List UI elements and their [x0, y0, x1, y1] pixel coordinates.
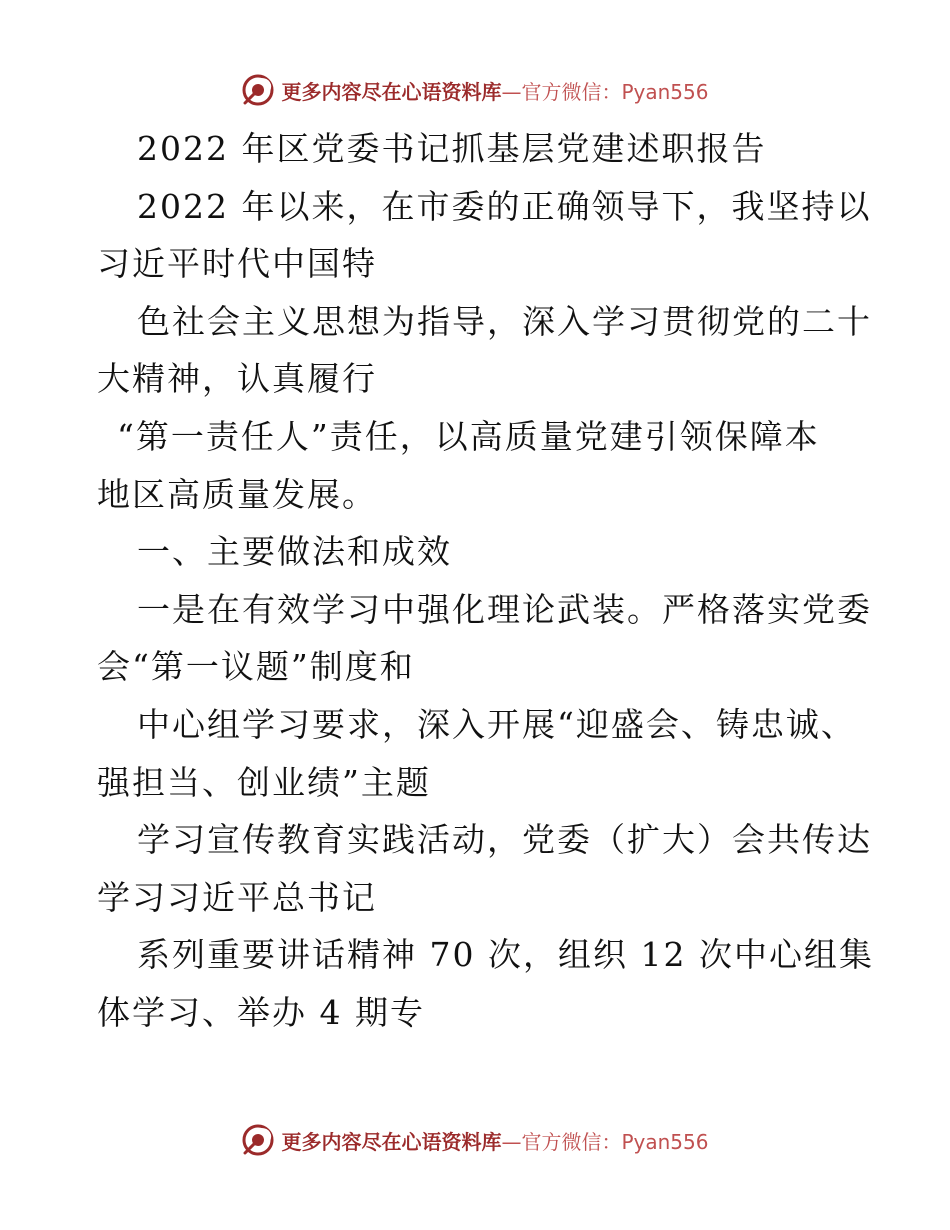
footer-watermark	[0, 1120, 950, 1160]
paragraph-line: 中心组学习要求，深入开展“迎盛会、铸忠诚、	[137, 704, 856, 744]
watermark-contact: —官方微信：Pyan556	[501, 1129, 709, 1154]
paragraph-line: 体学习、举办 4 期专	[97, 992, 425, 1032]
paragraph-line: 会“第一议题”制度和	[97, 647, 415, 687]
watermark-contact: —官方微信：Pyan556	[501, 79, 709, 104]
watermark-text	[281, 76, 708, 105]
paragraph-line: 学习习近平总书记	[97, 877, 377, 917]
paragraph-line: 一是在有效学习中强化理论武装。严格落实党委	[137, 589, 872, 629]
paragraph-line: 大精神，认真履行	[97, 359, 377, 399]
header-watermark	[0, 70, 950, 110]
paragraph-line: 强担当、创业绩”主题	[97, 762, 431, 802]
watermark-brand: 更多内容尽在心语资料库	[281, 1129, 502, 1154]
document-body	[97, 120, 874, 1042]
watermark-group	[241, 73, 708, 107]
paragraph-line: 学习宣传教育实践活动，党委（扩大）会共传达	[137, 820, 872, 860]
quill-logo-icon	[241, 1123, 275, 1157]
paragraph-line: 系列重要讲话精神 70 次，组织 12 次中心组集	[137, 935, 874, 975]
watermark-group	[241, 1123, 708, 1157]
paragraph-line: 2022 年以来，在市委的正确领导下，我坚持以	[137, 186, 872, 226]
paragraph-line: 地区高质量发展。	[97, 474, 377, 514]
quill-logo-icon	[241, 73, 275, 107]
section-heading: 一、主要做法和成效	[137, 532, 452, 572]
document-title: 2022 年区党委书记抓基层党建述职报告	[137, 129, 767, 168]
paragraph-line: 习近平时代中国特	[97, 244, 377, 284]
watermark-text	[281, 1126, 708, 1155]
paragraph-line: 色社会主义思想为指导，深入学习贯彻党的二十	[137, 301, 872, 341]
watermark-brand: 更多内容尽在心语资料库	[281, 79, 502, 104]
paragraph-line: “第一责任人”责任，以高质量党建引领保障本	[117, 416, 820, 456]
